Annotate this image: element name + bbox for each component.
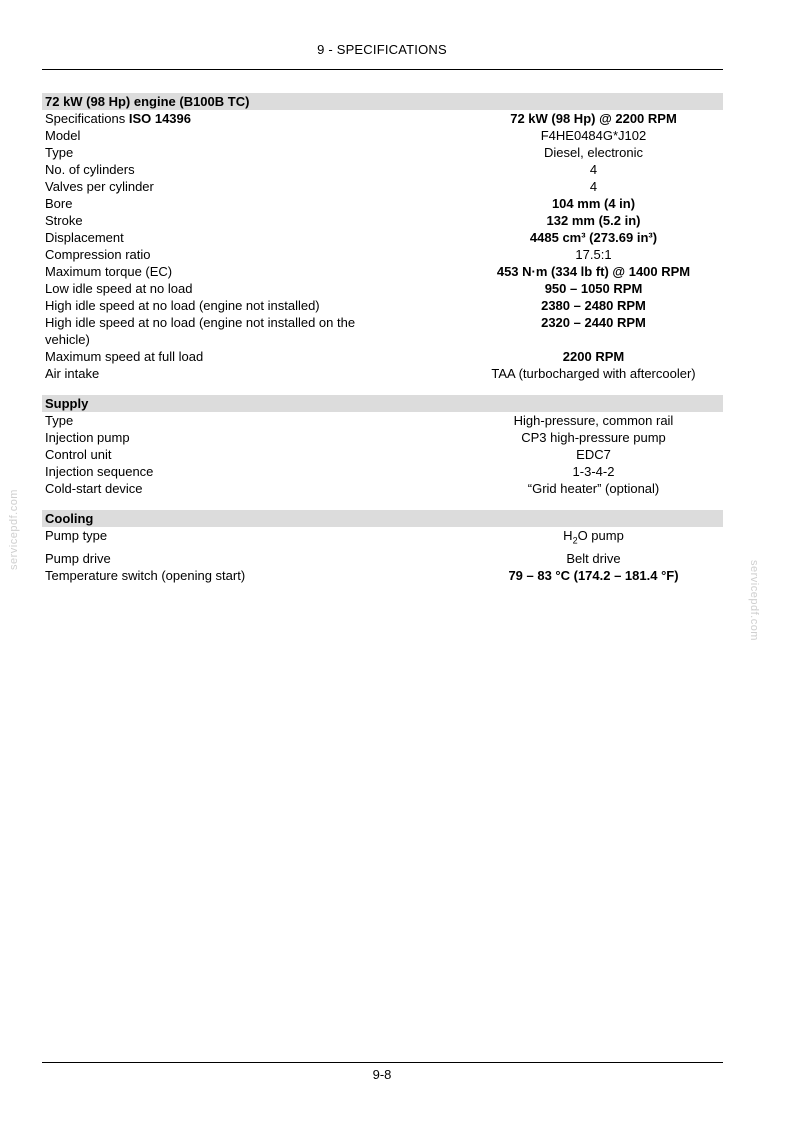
- spec-value: 2380 – 2480 RPM: [541, 298, 646, 313]
- spec-row: [42, 429, 723, 446]
- footer-divider: [42, 1062, 723, 1063]
- spec-row: [42, 212, 723, 229]
- spec-label: Stroke: [45, 213, 83, 228]
- spec-row: [42, 365, 723, 382]
- spec-label: Compression ratio: [45, 247, 151, 262]
- spec-label: High idle speed at no load (engine not installed on the vehicle): [45, 315, 356, 347]
- page-header-title: 9 - SPECIFICATIONS: [317, 42, 447, 57]
- spec-label: Maximum torque (EC): [45, 264, 173, 279]
- spec-label: Displacement: [45, 230, 124, 245]
- spec-value: 4: [589, 162, 598, 177]
- watermark-right: servicepdf.com: [748, 560, 760, 641]
- spec-label: Type: [45, 145, 74, 160]
- spec-label: Specifications ISO 14396: [45, 111, 191, 126]
- spec-row: [42, 446, 723, 463]
- spec-row: [42, 463, 723, 480]
- spec-row: [42, 280, 723, 297]
- spec-row: [42, 348, 723, 365]
- spec-value: 2320 – 2440 RPM: [541, 315, 646, 330]
- spec-value: Belt drive: [566, 550, 621, 566]
- spec-row: [42, 263, 723, 280]
- spec-label: Low idle speed at no load: [45, 281, 193, 296]
- spec-label: Valves per cylinder: [45, 179, 154, 194]
- spec-value: $H_2O$ pump: [563, 528, 624, 546]
- header-divider: [42, 69, 723, 70]
- supply-section: [42, 395, 723, 497]
- spec-value: “Grid heater” (optional): [527, 481, 660, 496]
- spec-label: Temperature switch (opening start): [45, 567, 246, 583]
- spec-value: 2200 RPM: [562, 349, 625, 364]
- spec-value: 4: [589, 179, 598, 194]
- spec-value: Diesel, electronic: [544, 145, 643, 160]
- spec-label: Injection sequence: [45, 464, 154, 479]
- spec-label: Air intake: [45, 366, 100, 381]
- watermark-left: servicepdf.com: [8, 489, 20, 570]
- spec-label: No. of cylinders: [45, 162, 135, 177]
- spec-row: [42, 412, 723, 429]
- spec-value: F4HE0484G*J102: [540, 128, 647, 143]
- spec-row: [42, 127, 723, 144]
- cooling-section: [42, 510, 723, 584]
- spec-label: Type: [45, 413, 74, 428]
- specifications-content: [42, 93, 723, 597]
- page-number: 9-8: [372, 1067, 392, 1082]
- section-heading: Cooling: [42, 510, 723, 527]
- spec-value: 72 kW (98 Hp) @ 2200 RPM: [510, 111, 677, 126]
- spec-value: EDC7: [576, 447, 611, 462]
- spec-label: Bore: [45, 196, 73, 211]
- spec-row: [42, 297, 723, 314]
- engine-section: [42, 93, 723, 382]
- spec-label: Cold-start device: [45, 481, 143, 496]
- spec-value: 17.5:1: [575, 247, 612, 262]
- spec-row: [42, 314, 723, 348]
- section-heading: Supply: [42, 395, 723, 412]
- spec-row: [42, 246, 723, 263]
- spec-label: Pump drive: [45, 550, 111, 566]
- spec-row: [42, 161, 723, 178]
- spec-label: High idle speed at no load (engine not installed): [45, 298, 320, 313]
- spec-row: [42, 195, 723, 212]
- spec-label: Model: [45, 128, 81, 143]
- spec-value: 1-3-4-2: [572, 464, 615, 479]
- spec-value: 453 N·m (334 lb ft) @ 1400 RPM: [496, 264, 691, 279]
- section-heading: 72 kW (98 Hp) engine (B100B TC): [42, 93, 723, 110]
- spec-value: High-pressure, common rail: [513, 413, 674, 428]
- spec-row: [42, 527, 723, 550]
- spec-label: Injection pump: [45, 430, 130, 445]
- spec-value: 104 mm (4 in): [551, 196, 636, 211]
- spec-value: 132 mm (5.2 in): [546, 213, 641, 228]
- spec-row: [42, 567, 723, 584]
- spec-row: [42, 229, 723, 246]
- spec-label: Pump type: [45, 528, 108, 543]
- spec-row: [42, 110, 723, 127]
- spec-value: TAA (turbocharged with aftercooler): [491, 366, 696, 381]
- spec-value: 950 – 1050 RPM: [544, 281, 643, 296]
- spec-row: [42, 550, 723, 567]
- spec-label: Control unit: [45, 447, 112, 462]
- spec-row: [42, 144, 723, 161]
- spec-value: 4485 cm³ (273.69 in³): [529, 230, 658, 245]
- spec-row: [42, 480, 723, 497]
- spec-value: 79 – 83 °C (174.2 – 181.4 °F): [508, 567, 679, 583]
- spec-value: CP3 high-pressure pump: [521, 430, 666, 445]
- spec-row: [42, 178, 723, 195]
- spec-label: Maximum speed at full load: [45, 349, 204, 364]
